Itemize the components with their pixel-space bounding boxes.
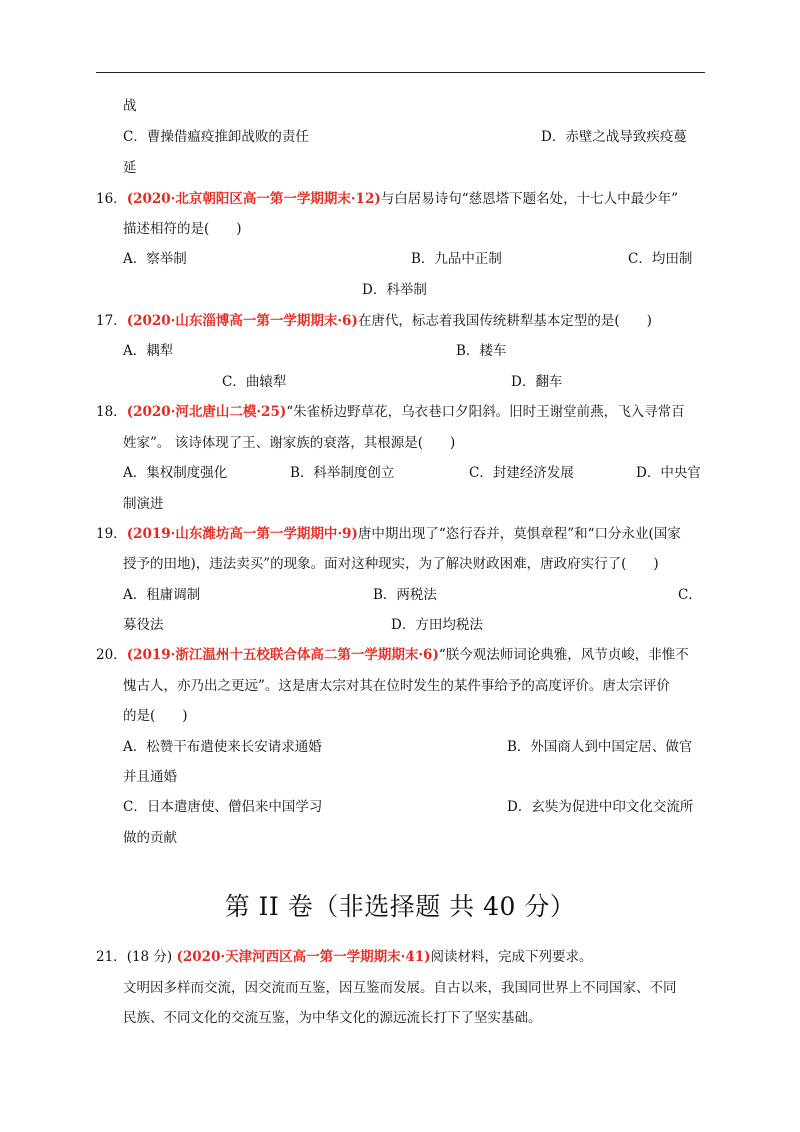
- q19-option-c-continuation: 募役法: [123, 617, 164, 633]
- q19-option-c: C．: [678, 587, 702, 603]
- q17-text: 在唐代，标志着我国传统耕犁基本定型的是( ): [357, 313, 652, 329]
- q19-option-d: D．方田均税法: [391, 617, 483, 633]
- q17-number: 17．: [96, 313, 127, 329]
- q20-number: 20．: [96, 647, 127, 663]
- q16-option-c: C．均田制: [628, 251, 693, 267]
- q16-text: 与白居易诗句“慈恩塔下题名处，十七人中最少年”: [380, 191, 679, 207]
- q15-option-c: C．曹操借瘟疫推卸战败的责任: [123, 129, 309, 145]
- q19-number: 19．: [96, 526, 127, 542]
- q18-option-d-continuation: 制演进: [123, 496, 164, 512]
- q21-material-line-2: 民族、不同文化的交流互鉴，为中华文化的源远流长打下了坚实基础。: [123, 1010, 542, 1026]
- q16-option-b: B．九品中正制: [411, 251, 502, 267]
- q16-text-continued: 描述相符的是( ): [123, 221, 242, 237]
- q18-option-d: D．中央官: [636, 465, 701, 481]
- q18-stem: [96, 403, 685, 421]
- q21-source: (2020·天津河西区高一第一学期期末·41): [176, 949, 431, 965]
- q20-text: “朕今观法师词论典雅，风节贞峻，非惟不: [438, 647, 689, 663]
- q20-source: (2019·浙江温州十五校联合体高二第一学期期末·6): [126, 647, 439, 663]
- q18-number: 18．: [96, 404, 127, 420]
- q20-option-d: D．玄奘为促进中印文化交流所: [507, 799, 694, 815]
- q18-source: (2020·河北唐山二模·25): [126, 404, 287, 420]
- q20-stem: [96, 646, 689, 664]
- q17-option-b: B．耧车: [456, 343, 507, 359]
- q15-option-d-continuation: 延: [123, 160, 137, 176]
- q20-option-d-continuation: 做的贡献: [123, 830, 177, 846]
- header-rule: [96, 72, 705, 73]
- section-title: 第 II 卷（非选择题 共 40 分）: [224, 892, 576, 921]
- q16-option-d: D．科举制: [362, 282, 427, 298]
- q19-text: 唐中期出现了“恣行吞并，莫惧章程”和“口分永业(国家: [357, 526, 681, 542]
- q15-continuation: 战: [123, 98, 137, 114]
- q17-option-c: C．曲辕犁: [222, 374, 287, 390]
- q20-option-c: C．日本遣唐使、僧侣来中国学习: [123, 799, 323, 815]
- q21-stem: [96, 948, 593, 966]
- q16-number: 16．: [96, 191, 127, 207]
- q18-option-a: A．集权制度强化: [123, 465, 228, 481]
- q19-option-a: A．租庸调制: [123, 587, 201, 603]
- q20-option-b: B．外国商人到中国定居、做官: [507, 739, 693, 755]
- q21-number: 21．: [96, 949, 127, 965]
- q17-option-d: D．翻车: [511, 374, 563, 390]
- q18-text: “朱雀桥边野草花，乌衣巷口夕阳斜。旧时王谢堂前燕，飞入寻常百: [286, 404, 685, 420]
- q19-stem: [96, 525, 681, 543]
- q19-source: (2019·山东潍坊高一第一学期期中·9): [126, 526, 358, 542]
- q21-instruction: 阅读材料，完成下列要求。: [430, 949, 593, 965]
- q19-text-continued: 授予的田地)，违法卖买”的现象。面对这种现实，为了解决财政困难，唐政府实行了( ): [123, 556, 659, 572]
- q16-source: (2020·北京朝阳区高一第一学期期末·12): [126, 191, 381, 207]
- q18-option-c: C．封建经济发展: [469, 465, 574, 481]
- q20-text-end: 的是( ): [123, 708, 188, 724]
- q16-stem: [96, 190, 678, 208]
- q18-text-continued: 姓家”。 该诗体现了王、谢家族的衰落，其根源是( ): [123, 435, 456, 451]
- q17-source: (2020·山东淄博高一第一学期期末·6): [126, 313, 358, 329]
- q20-option-a: A．松赞干布遣使来长安请求通婚: [123, 739, 322, 755]
- q19-option-b: B．两税法: [373, 587, 437, 603]
- q21-material-line-1: 文明因多样而交流，因交流而互鉴，因互鉴而发展。自古以来，我国同世界上不同国家、不同: [123, 980, 677, 996]
- q17-option-a: A．耦犁: [123, 343, 174, 359]
- q18-option-b: B．科举制度创立: [290, 465, 395, 481]
- q16-option-a: A．察举制: [123, 251, 187, 267]
- q20-text-continued: 愧古人，亦乃出之更远”。这是唐太宗对其在位时发生的某件事给予的高度评价。唐太宗评价: [123, 678, 670, 694]
- q15-option-d: D．赤壁之战导致疾疫蔓: [541, 129, 687, 145]
- q17-stem: [96, 312, 652, 330]
- q20-option-b-continuation: 并且通婚: [123, 769, 177, 785]
- q21-score: (18 分): [126, 949, 173, 965]
